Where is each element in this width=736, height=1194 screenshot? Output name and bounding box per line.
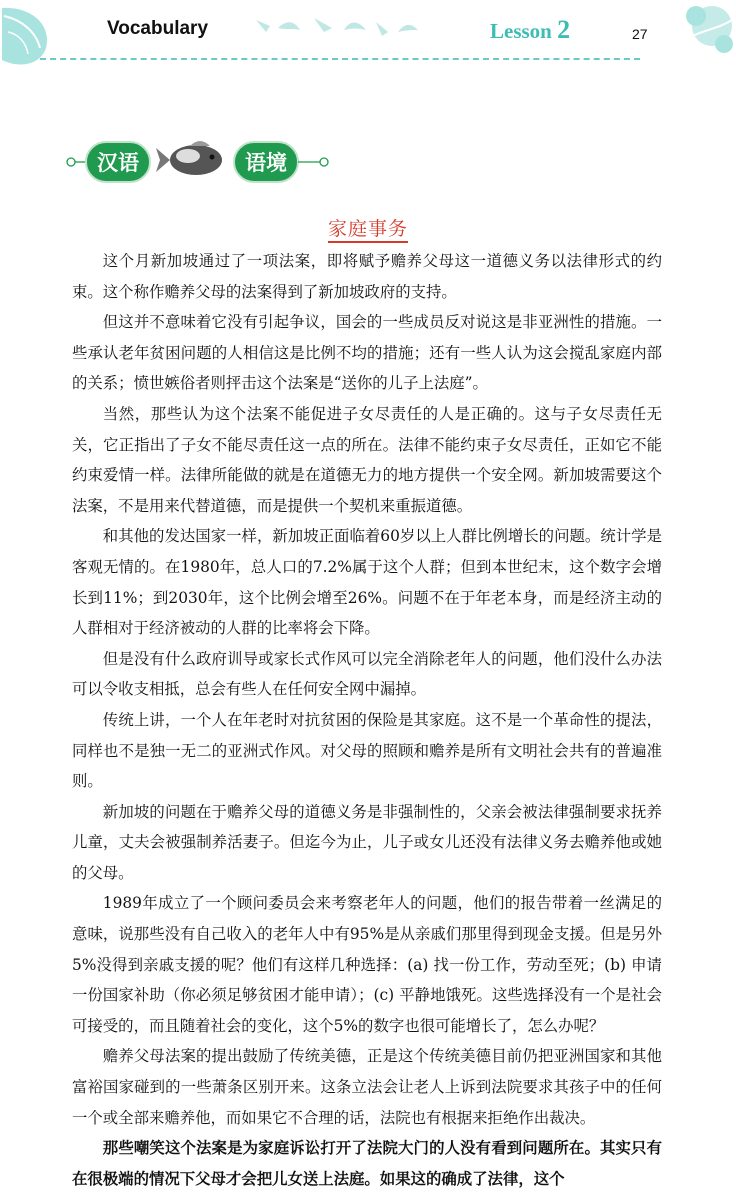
flower-decoration-icon [666, 0, 736, 64]
paragraph: 和其他的发达国家一样，新加坡正面临着60岁以上人群比例增长的问题。统计学是客观无情的。在1980年，总人口的7.2%属于这个人群；但到本世纪末，这个数字会增长到11%；到2030年，这个比例会增至26%。问题不在于年老本身，而是经济主动的人群相对于经济被动的人群的比率将会下降。 [72, 527, 662, 638]
section-label-left: 汉语 [97, 151, 139, 175]
article-body [72, 246, 662, 1194]
article-title [0, 214, 736, 241]
lesson-label [490, 15, 570, 45]
fish-icon [156, 141, 222, 175]
paragraph: 1989年成立了一个顾问委员会来考察老年人的问题，他们的报告带着一丝满足的意味，说那些没有自己收入的老年人中有95%是从亲戚们那里得到现金支援。但是另外5%没得到亲戚支援的呢？他们有这样几种选择：(a) 找一份工作，劳动至死；(b) 申请一份国家补助（你必须足够贫困才能申请）；(c) 平静地饿死。这些选择没有一个是社会可接受的，而且随着社会的变化，这个5%的数字也很可能增长了，怎么办呢？ [72, 894, 662, 1035]
paragraph: 新加坡的问题在于赡养父母的道德义务是非强制性的，父亲会被法律强制要求抚养儿童，丈夫会被强制养活妻子。但迄今为止，儿子或女儿还没有法律义务去赡养他或她的父母。 [72, 802, 662, 882]
lesson-word: Lesson [490, 19, 552, 43]
page-header [0, 0, 736, 70]
page-number: 27 [632, 26, 648, 42]
paragraph: 当然，那些认为这个法案不能促进子女尽责任的人是正确的。这与子女尽责任无关，它正指出了子女不能尽责任这一点的所在。法律不能约束子女尽责任，正如它不能约束爱情一样。法律所能做的就是在道德无力的地方提供一个安全网。新加坡需要这个法案，不是用来代替道德，而是提供一个契机来重振道德。 [72, 404, 662, 515]
section-label-right: 语境 [245, 151, 287, 175]
paragraph: 传统上讲，一个人在年老时对抗贫困的保险是其家庭。这不是一个革命性的提法，同样也不是独一无二的亚洲式作风。对父母的照顾和赡养是所有文明社会共有的普遍准则。 [72, 710, 662, 791]
article-title-text: 家庭事务 [328, 218, 408, 243]
lesson-number: 2 [557, 15, 571, 44]
paragraph: 赡养父母法案的提出鼓励了传统美德，正是这个传统美德目前仍把亚洲国家和其他富裕国家碰到的一些萧条区别开来。这条立法会让老人上诉到法院要求其孩子中的任何一个或全部来赡养他，而如果它不合理的话，法院也有根据来拒绝作出裁决。 [72, 1047, 662, 1127]
header-title: Vocabulary [107, 18, 209, 39]
section-badge [66, 132, 366, 190]
paragraph: 但这并不意味着它没有引起争议，国会的一些成员反对说这是非亚洲性的措施。一些承认老年贫困问题的人相信这是比例不均的措施；还有一些人认为这会搅乱家庭内部的关系；愤世嫉俗者则抨击这个法案是“送你的儿子上法庭”。 [72, 313, 662, 393]
paragraph: 那些嘲笑这个法案是为家庭诉讼打开了法院大门的人没有看到问题所在。其实只有在很极端的情况下父母才会把儿女送上法庭。如果这的确成了法律，这个 [72, 1139, 662, 1188]
paragraph: 但是没有什么政府训导或家长式作风可以完全消除老年人的问题，他们没什么办法可以令收支相抵，总会有些人在任何安全网中漏掉。 [72, 649, 662, 699]
leaf-decoration-icon [0, 2, 60, 72]
header-divider [40, 58, 640, 60]
paragraph: 这个月新加坡通过了一项法案，即将赋予赡养父母这一道德义务以法律形式的约束。这个称作赡养父母的法案得到了新加坡政府的支持。 [72, 252, 662, 301]
birds-decoration-icon [248, 8, 448, 52]
